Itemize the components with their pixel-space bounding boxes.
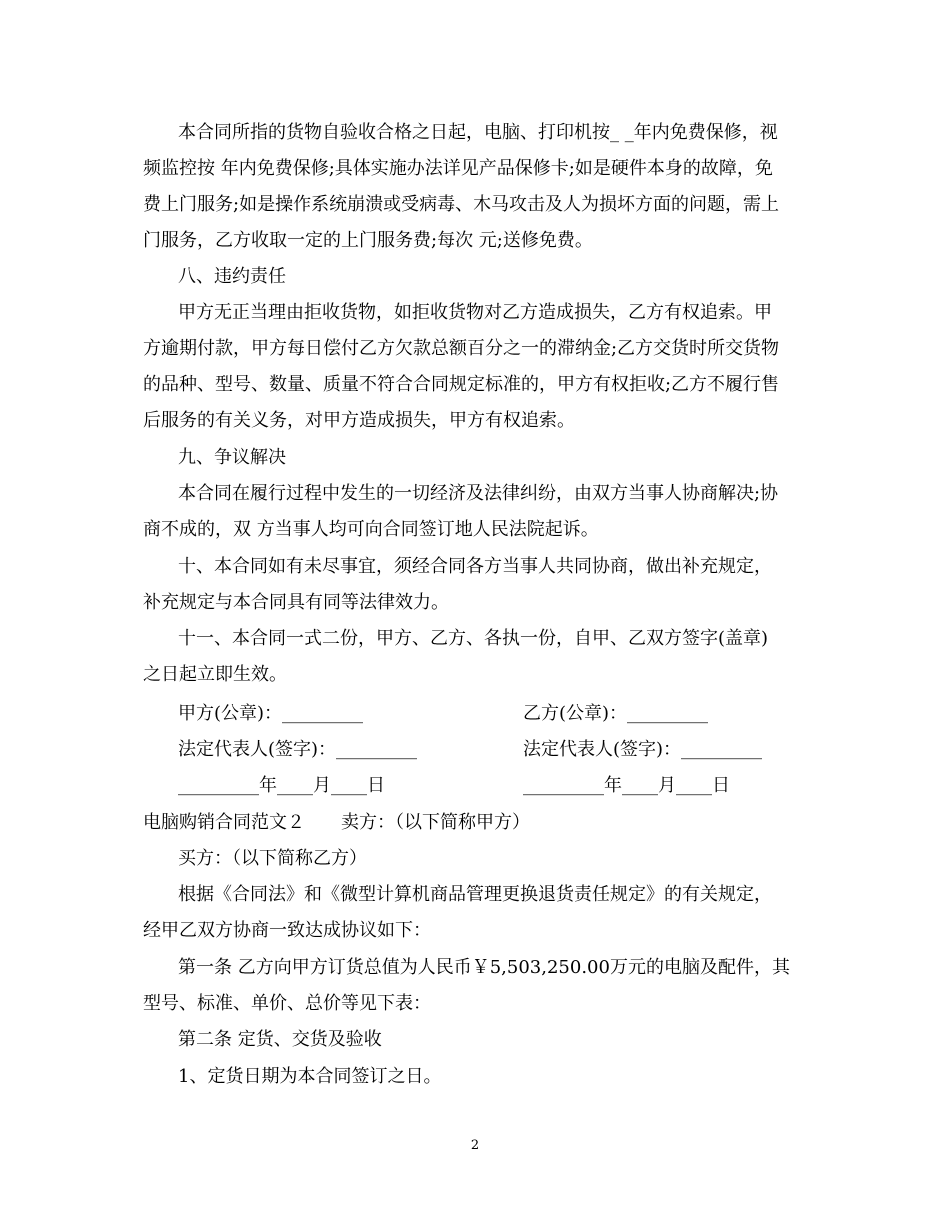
basis-paragraph-line: 根据《合同法》和《微型计算机商品管理更换退货责任规定》的有关规定， bbox=[178, 884, 772, 905]
party-b-date-field: _________年____月____日 bbox=[523, 775, 730, 796]
warranty-paragraph-line: 费上门服务;如是操作系统崩溃或受病毒、木马攻击及人为损坏方面的问题，需上 bbox=[143, 194, 780, 215]
section-heading-liability: 八、违约责任 bbox=[178, 266, 286, 287]
article-2-heading: 第二条 定货、交货及验收 bbox=[178, 1029, 382, 1050]
party-b-seal-field: 乙方(公章)：_________ bbox=[523, 703, 709, 724]
article-2-item-1: 1、定货日期为本合同签订之日。 bbox=[178, 1066, 442, 1087]
article-1-line: 第一条 乙方向甲方订货总值为人民币￥5,503,250.00万元的电脑及配件，其 bbox=[178, 957, 790, 978]
buyer-line: 买方：（以下简称乙方） bbox=[178, 848, 367, 869]
liability-paragraph-line: 后服务的有关义务，对甲方造成损失，甲方有权追索。 bbox=[143, 410, 575, 431]
party-b-representative-field: 法定代表人(签字)：_________ bbox=[523, 739, 763, 760]
party-a-seal-field: 甲方(公章)：_________ bbox=[178, 703, 364, 724]
contract-title-2: 电脑购销合同范文２ 卖方：（以下简称甲方） bbox=[143, 812, 530, 833]
copies-paragraph-line: 十一、本合同一式二份，甲方、乙方、各执一份，自甲、乙双方签字(盖章) bbox=[178, 628, 769, 649]
copies-paragraph-line: 之日起立即生效。 bbox=[143, 664, 287, 685]
party-a-date-field: _________年____月____日 bbox=[178, 775, 385, 796]
dispute-paragraph-line: 商不成的，双 方当事人均可向合同签订地人民法院起诉。 bbox=[143, 519, 599, 540]
dispute-paragraph-line: 本合同在履行过程中发生的一切经济及法律纠纷，由双方当事人协商解决;协 bbox=[178, 483, 779, 504]
basis-paragraph-line: 经甲乙双方协商一致达成协议如下： bbox=[143, 920, 431, 941]
party-a-representative-field: 法定代表人(签字)：_________ bbox=[178, 739, 418, 760]
liability-paragraph-line: 甲方无正当理由拒收货物，如拒收货物对乙方造成损失，乙方有权追索。甲 bbox=[178, 302, 772, 323]
warranty-paragraph-line: 本合同所指的货物自验收合格之日起，电脑、打印机按_ _年内免费保修，视 bbox=[178, 122, 778, 143]
article-1-line: 型号、标准、单价、总价等见下表： bbox=[143, 993, 431, 1014]
section-heading-dispute: 九、争议解决 bbox=[178, 447, 286, 468]
liability-paragraph-line: 方逾期付款，甲方每日偿付乙方欠款总额百分之一的滞纳金;乙方交货时所交货物 bbox=[143, 338, 780, 359]
warranty-paragraph-line: 频监控按 年内免费保修;具体实施办法详见产品保修卡;如是硬件本身的故障，免 bbox=[143, 158, 773, 179]
supplement-paragraph-line: 补充规定与本合同具有同等法律效力。 bbox=[143, 592, 449, 613]
liability-paragraph-line: 的品种、型号、数量、质量不符合合同规定标准的，甲方有权拒收;乙方不履行售 bbox=[143, 374, 780, 395]
page-number: 2 bbox=[470, 1138, 480, 1153]
warranty-paragraph-line: 门服务，乙方收取一定的上门服务费;每次 元;送修免费。 bbox=[143, 230, 593, 251]
supplement-paragraph-line: 十、本合同如有未尽事宜，须经合同各方当事人共同协商，做出补充规定， bbox=[178, 556, 772, 577]
